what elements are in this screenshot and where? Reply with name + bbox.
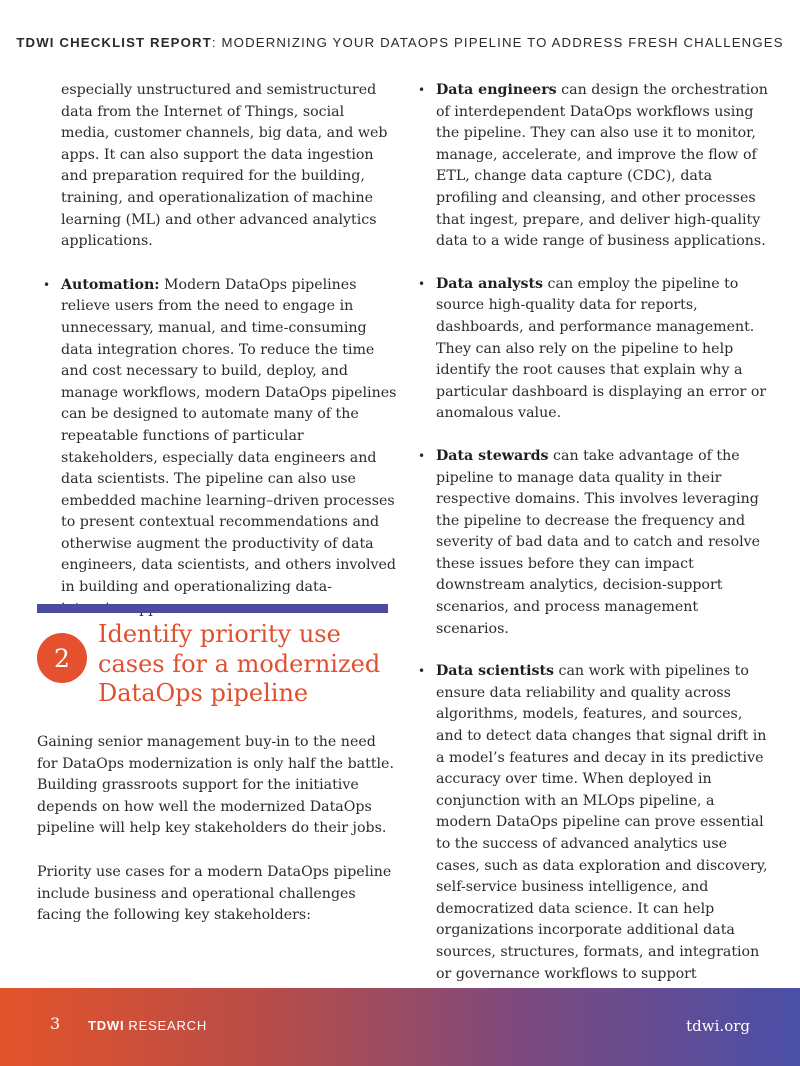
stakeholder-term: Data analysts [436, 275, 544, 292]
body-paragraph: Gaining senior management buy-in to the need for DataOps modernization is only half the battle. Building grassroots support for the initiative depends on how well the modernized DataOps pipeline will help key stakeholders do their jobs. [37, 734, 394, 837]
brand-rest: RESEARCH [128, 1018, 208, 1033]
page-footer [0, 988, 800, 1066]
stakeholder-term: Data stewards [436, 447, 549, 464]
section-divider [37, 604, 388, 613]
stakeholder-term: Data engineers [436, 82, 557, 98]
bullet-icon: • [418, 83, 426, 97]
continuation-paragraph: especially unstructured and semistructured data from the Internet of Things, social media, customer channels, big data, and web apps. It can also support the data ingestion and preparation required for the building, training, and operationalization of machine learning (ML) and other advanced analytics applications. [61, 82, 388, 250]
section-body [37, 732, 397, 949]
list-item [418, 80, 773, 253]
stakeholder-text: can design the orchestration of interdependent DataOps workflows using the pipeline. They can also use it to monitor, manage, accelerate, and improve the flow of ETL, change data capture (CDC), data profiling and cleansing, and other processes that ingest, prepare, and deliver high-quality data to a wide range of business applications. [436, 82, 768, 250]
body-paragraph: Priority use cases for a modern DataOps pipeline include business and operational challenges facing the following key stakeholders: [37, 863, 392, 924]
stakeholder-text: can employ the pipeline to source high-quality data for reports, dashboards, and performance management. They can also rely on the pipeline to help identify the root causes that explain why a particular dashboard is displaying an error or anomalous value. [436, 275, 767, 422]
bullet-icon: • [418, 276, 426, 291]
section-number-badge: 2 [37, 633, 87, 683]
list-item [418, 661, 773, 1028]
brand-logo [88, 1018, 207, 1033]
site-link[interactable]: tdwi.org [686, 1017, 750, 1035]
automation-text: Modern DataOps pipelines relieve users from the need to engage in unnecessary, manual, and time-consuming data integration chores. To reduce the time and cost necessary to build, deploy, and manage workflows, modern DataOps pipelines can be designed to automate many of the repeatable functions of particular stakeholders, especially data engineers and data scientists. The pipeline can also use embedded machine learning–driven processes to present contextual recommendations and otherwise augment the productivity of data engineers, data scientists, and others involved in building and operationalizing data- [61, 276, 397, 596]
brand-bold: TDWI [88, 1018, 125, 1033]
running-header [0, 35, 800, 50]
left-column [37, 80, 397, 641]
stakeholder-term: Data scientists [436, 663, 555, 680]
list-item [43, 275, 397, 621]
automation-term: Automation: [61, 276, 160, 293]
stakeholder-text: can work with pipelines to ensure data reliability and quality across algorithms, models, features, and sources, and to detect data changes that signal drift in a model’s features and decay in its predictive accuracy over time. When deployed in conjunction with an MLOps pipeline, a modern DataOps pipeline can prove essential to the success of advanced analytics use cases, such as data exploration and discovery, self-service business intelligence, and democratized data science. It can help organizations incorporate additional data sources, structures, formats, and integration or governance workflows to support [436, 663, 768, 982]
list-item [418, 274, 773, 425]
section-heading: Identify priority use cases for a modernized DataOps pipeline [98, 620, 381, 707]
right-column [418, 80, 773, 1049]
page-number: 3 [50, 1014, 61, 1033]
bullet-icon: • [418, 448, 426, 463]
list-item [418, 446, 773, 640]
report-title: : MODERNIZING YOUR DATAOPS PIPELINE TO ADDRESS FRESH CHALLENGES [211, 35, 784, 50]
report-series-title: TDWI CHECKLIST REPORT [16, 35, 212, 50]
stakeholder-text: can take advantage of the pipeline to manage data quality in their respective domains. This involves leveraging the pipeline to decrease the frequency and severity of bad data and to catch and resolve these issues before they can impact downstream analytics, decision-support scenarios, and process management scenarios. [436, 447, 761, 637]
bullet-icon: • [418, 664, 426, 679]
bullet-icon: • [43, 277, 51, 292]
